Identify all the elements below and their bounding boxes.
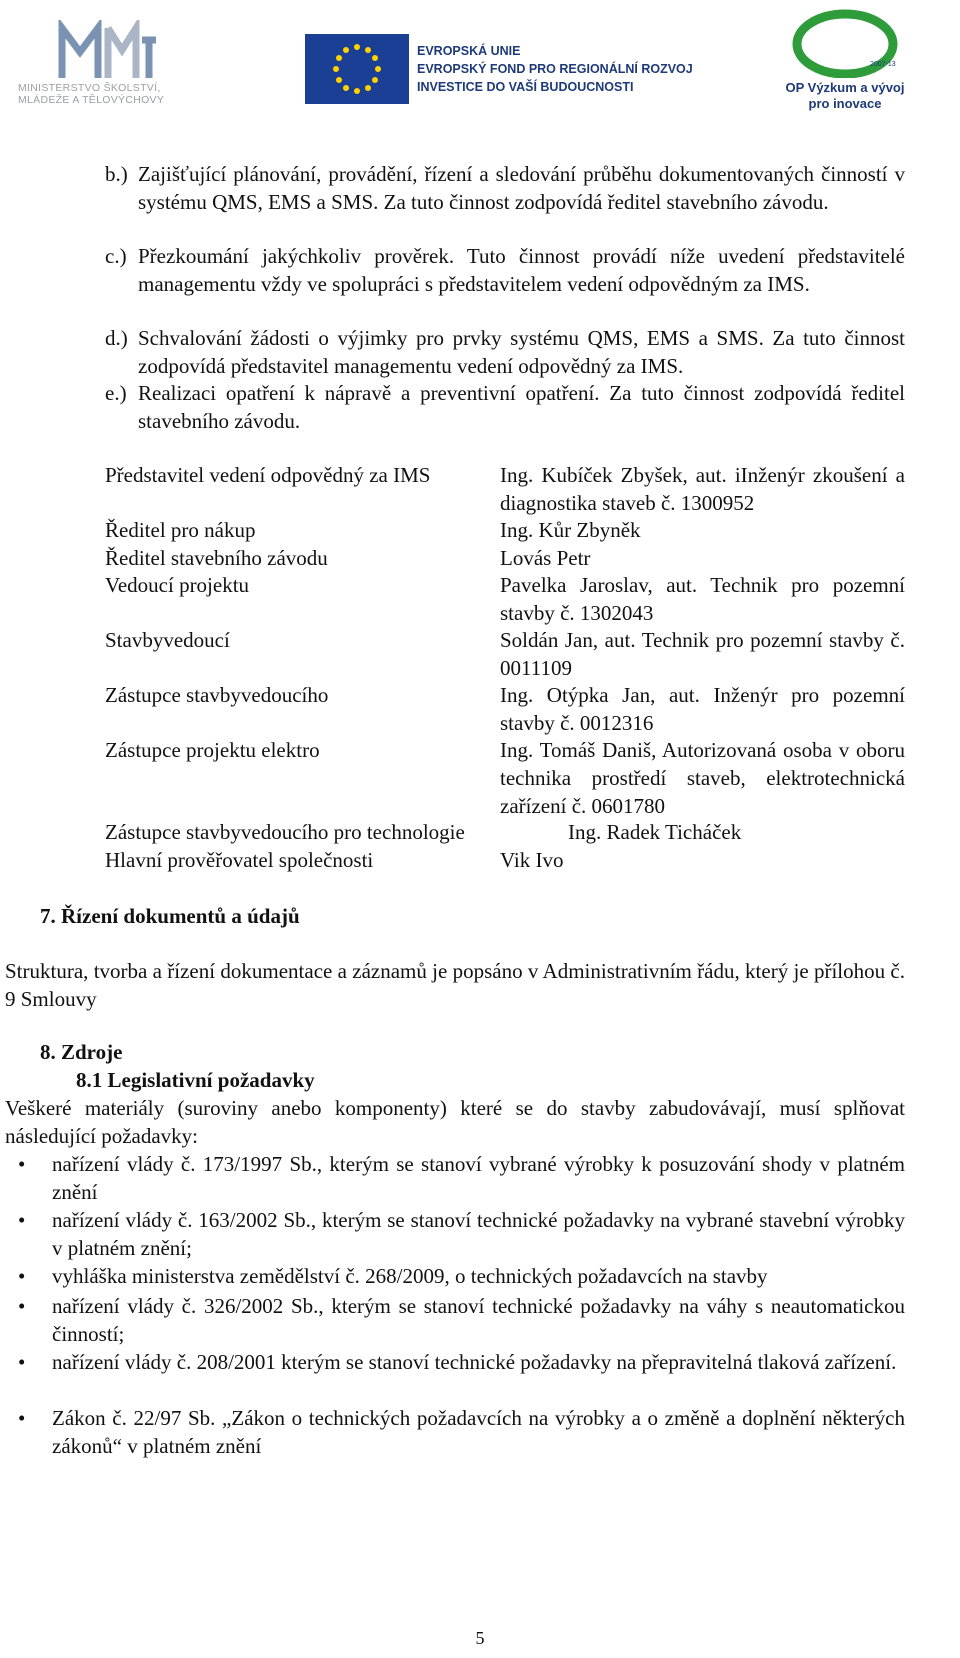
op-line: OP Výzkum a vývoj	[785, 80, 905, 95]
eu-stars-icon	[305, 34, 409, 104]
page-number: 5	[475, 1628, 485, 1648]
role-label: Zástupce stavbyvedoucího	[105, 683, 329, 707]
item-text: Zajišťující plánování, provádění, řízení a sledování průběhu dokumentovaných činností v systému QMS, EMS a SMS. Za tuto činnost zodpovídá ředitel stavebního závodu.	[138, 162, 905, 214]
role-label: Stavbyvedoucí	[105, 628, 230, 652]
role-label: Hlavní prověřovatel společnosti	[105, 848, 374, 872]
role-label: Vedoucí projektu	[105, 573, 250, 597]
bullet-icon: •	[18, 1264, 26, 1288]
subsection-heading: 8.1 Legislativní požadavky	[76, 1068, 315, 1092]
op-year: 2007-13	[870, 61, 896, 68]
role-label: Ředitel pro nákup	[105, 518, 256, 542]
msmt-emblem-icon	[58, 20, 158, 82]
op-line: pro inovace	[808, 96, 882, 111]
role-person: Pavelka Jaroslav, aut. Technik pro pozemní stavby č. 1302043	[500, 573, 905, 625]
section-heading: 8. Zdroje	[40, 1040, 123, 1064]
op-ring-icon	[770, 6, 920, 78]
role-person: Ing. Kubíček Zbyšek, aut. iInženýr zkoušení a diagnostika staveb č. 1300952	[500, 463, 905, 515]
msmt-caption: MINISTERSTVO ŠKOLSTVÍ, MLÁDEŽE A TĚLOVÝCHOVY	[18, 82, 165, 106]
bullet-icon: •	[18, 1350, 26, 1374]
section-heading: 7. Řízení dokumentů a údajů	[40, 904, 300, 928]
bullet-text: Zákon č. 22/97 Sb. „Zákon o technických požadavcích na výrobky a o změně a doplnění některých zákonů“ v platném znění	[52, 1406, 905, 1458]
bullet-icon: •	[18, 1294, 26, 1318]
role-label: Zástupce projektu elektro	[105, 738, 320, 762]
role-label: Ředitel stavebního závodu	[105, 546, 328, 570]
op-vav-logo	[770, 6, 930, 116]
item-text: Realizaci opatření k nápravě a preventivní opatření. Za tuto činnost zodpovídá ředitel stavebního závodu.	[138, 381, 905, 433]
item-label: e.)	[105, 381, 127, 405]
logo-header	[0, 0, 960, 130]
bullet-text: nařízení vlády č. 173/1997 Sb., kterým se stanoví vybrané výrobky k posuzování shody v platném znění	[52, 1152, 905, 1204]
item-text: Schvalování žádosti o výjimky pro prvky systému QMS, EMS a SMS. Za tuto činnost zodpovídá představitel managementu vedení odpovědný za IMS.	[138, 326, 905, 378]
item-label: c.)	[105, 244, 127, 268]
bullet-text: vyhláška ministerstva zemědělství č. 268/2009, o technických požadavcích na stavby	[52, 1264, 768, 1288]
op-text	[770, 80, 920, 112]
section-paragraph: Struktura, tvorba a řízení dokumentace a záznamů je popsáno v Administrativním řádu, který je přílohou č. 9 Smlouvy	[5, 959, 905, 1011]
msmt-logo	[18, 20, 198, 115]
role-person: Ing. Tomáš Daniš, Autorizovaná osoba v oboru technika prostředí staveb, elektrotechnická zařízení č. 0601780	[500, 738, 905, 818]
role-person: Lovás Petr	[500, 546, 591, 570]
role-person: Ing. Otýpka Jan, aut. Inženýr pro pozemní stavby č. 0012316	[500, 683, 905, 735]
eu-flag	[305, 34, 409, 104]
role-label: Zástupce stavbyvedoucího pro technologie	[105, 820, 465, 844]
item-label: d.)	[105, 326, 128, 350]
role-person: Vik Ivo	[500, 848, 564, 872]
eu-line: INVESTICE DO VAŠÍ BUDOUCNOSTI	[417, 80, 634, 94]
bullet-icon: •	[18, 1152, 26, 1176]
item-label: b.)	[105, 162, 128, 186]
bullet-text: nařízení vlády č. 326/2002 Sb., kterým se stanoví technické požadavky na váhy s neautomatickou činností;	[52, 1294, 905, 1346]
role-person: Ing. Radek Ticháček	[568, 820, 742, 844]
role-label: Představitel vedení odpovědný za IMS	[105, 463, 431, 487]
bullet-text: nařízení vlády č. 208/2001 kterým se stanoví technické požadavky na přepravitelná tlaková zařízení.	[52, 1350, 897, 1374]
item-text: Přezkoumání jakýchkoliv prověrek. Tuto činnost provádí níže uvedení představitelé managementu vždy ve spolupráci s představitelem vedení odpovědným za IMS.	[138, 244, 905, 296]
bullet-text: nařízení vlády č. 163/2002 Sb., kterým se stanoví technické požadavky na vybrané stavební výrobky v platném znění;	[52, 1208, 905, 1260]
eu-text	[417, 42, 737, 96]
bullet-icon: •	[18, 1406, 26, 1430]
role-person: Soldán Jan, aut. Technik pro pozemní stavby č. 0011109	[500, 628, 905, 680]
section-paragraph: Veškeré materiály (suroviny anebo komponenty) které se do stavby zabudovávají, musí splňovat následující požadavky:	[5, 1096, 905, 1148]
eu-line: EVROPSKÁ UNIE	[417, 44, 521, 58]
role-person: Ing. Kůr Zbyněk	[500, 518, 641, 542]
eu-line: EVROPSKÝ FOND PRO REGIONÁLNÍ ROZVOJ	[417, 62, 693, 76]
bullet-icon: •	[18, 1208, 26, 1232]
